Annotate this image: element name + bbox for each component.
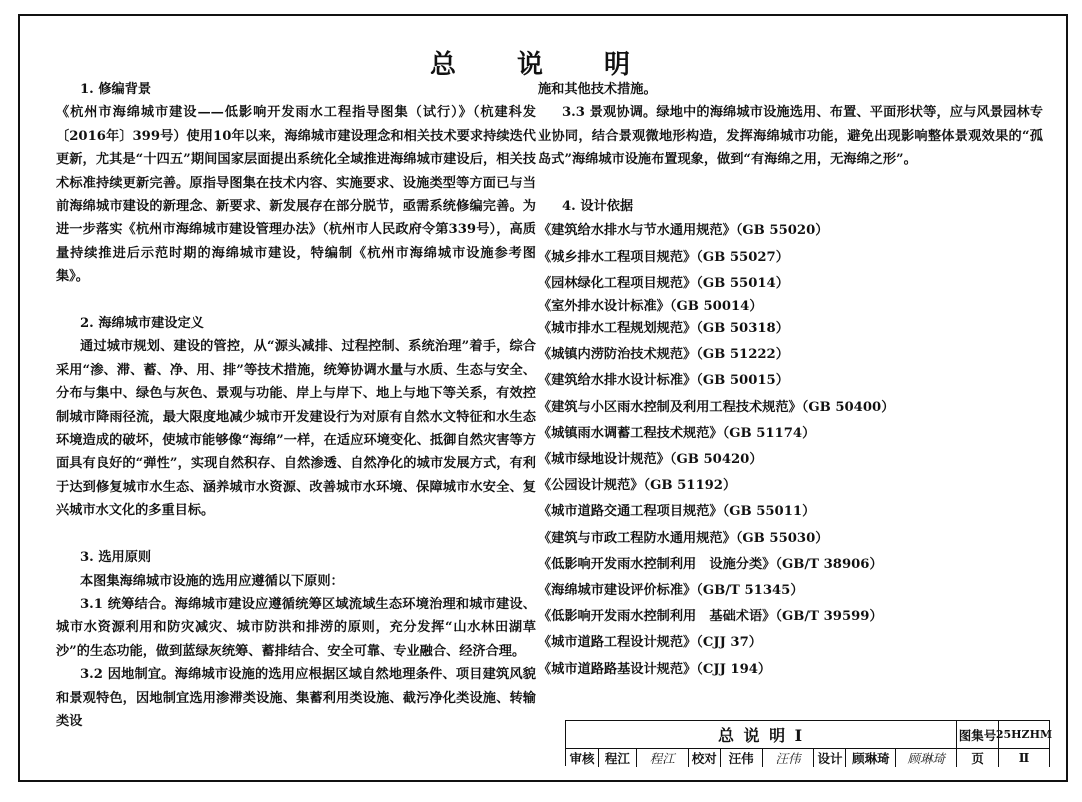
section-3-intro: 本图集海绵城市设施的选用应遵循以下原则： <box>80 573 344 589</box>
check-signature: 汪伟 <box>763 748 815 767</box>
standard-item: 《城市排水工程规划规范》（GB 50318） <box>538 321 789 337</box>
section-3-3-text: 3.3 景观协调。绿地中的海绵城市设施选用、布置、平面形状等，应与风景园林专业协同，结合景观微地形构造，发挥海绵城市功能，避免出现影响整体景观效果的“孤岛式”海绵城市设施布置现象，做到“有海绵之用，无海绵之形”。 <box>538 105 1043 168</box>
section-1-heading: 1. 修编背景 <box>80 82 152 97</box>
atlas-label: 图集号 <box>957 721 999 748</box>
standard-item: 《低影响开发雨水控制利用 基础术语》（GB/T 39599） <box>538 609 883 625</box>
page-label: 页 <box>957 748 999 767</box>
design-name: 顾琳琦 <box>846 748 896 767</box>
design-signature: 顾琳琦 <box>896 748 957 767</box>
left-column <box>56 78 536 733</box>
standard-item: 《城市道路路基设计规范》（CJJ 194） <box>538 661 772 677</box>
check-label: 校对 <box>689 748 721 767</box>
standard-item: 《低影响开发雨水控制利用 设施分类》（GB/T 38906） <box>538 556 883 572</box>
standard-item: 《城乡排水工程项目规范》（GB 55027） <box>538 249 789 265</box>
review-name: 程江 <box>599 748 637 767</box>
section-4-heading: 4. 设计依据 <box>562 199 634 215</box>
review-signature: 程江 <box>637 748 689 767</box>
standard-item: 《海绵城市建设评价标准》（GB/T 51345） <box>538 583 804 599</box>
standard-item: 《建筑与小区雨水控制及利用工程技术规范》（GB 50400） <box>538 399 895 415</box>
standard-item: 《城市道路交通工程项目规范》（GB 55011） <box>538 504 816 520</box>
page-value: Ⅱ <box>999 748 1050 767</box>
standard-item: 《城市绿地设计规范》（GB 50420） <box>538 452 763 468</box>
review-label: 审核 <box>566 748 599 767</box>
section-2-heading: 2. 海绵城市建设定义 <box>80 316 204 332</box>
section-1-text: 《杭州市海绵城市建设——低影响开发雨水工程指导图集（试行）》（杭建科发〔2016年〕399号）使用10年以来，海绵城市建设理念和相关技术要求持续迭代更新，尤其是“十四五”期间国家层面提出系统化全域推进海绵城市建设后，相关技术标准持续更新完善。原指导图集在技术内容、实施要求、设施类型等方面已与当前海绵城市建设的新理念、新要求、新发展存在部分脱节，亟需系统修编完善。为进一步落实《杭州市海绵城市建设管理办法》（杭州市人民政府令第339号），高质量持续推进后示范时期的海绵城市建设，特编制《杭州市海绵城市设施参考图集》。 <box>56 105 536 285</box>
standard-item: 《建筑与市政工程防水通用规范》（GB 55030） <box>538 530 829 546</box>
drawing-title: 总 说 明 Ⅰ <box>566 721 957 748</box>
check-name: 汪伟 <box>721 748 763 767</box>
title-block <box>565 720 1053 766</box>
standard-item: 《建筑给水排水与节水通用规范》（GB 55020） <box>538 223 829 239</box>
section-3-heading: 3. 选用原则 <box>80 550 152 566</box>
atlas-value: 25HZHM <box>999 721 1050 748</box>
standard-item: 《城市道路工程设计规范》（CJJ 37） <box>538 635 762 651</box>
standard-item: 《城镇雨水调蓄工程技术规范》（GB 51174） <box>538 425 816 441</box>
standard-item: 《室外排水设计标准》（GB 50014） <box>538 299 763 315</box>
page-title: 总 说 明 <box>429 50 657 80</box>
design-label: 设计 <box>814 748 846 767</box>
standards-list <box>538 218 1043 682</box>
section-2-text: 通过城市规划、建设的管控，从“源头减排、过程控制、系统治理”着手，综合采用“渗、滞、蓄、净、用、排”等技术措施，统筹协调水量与水质、生态与安全、分布与集中、绿色与灰色、景观与功能、岸上与岸下、地上与地下等关系，有效控制城市降雨径流，最大限度地减少城市开发建设行为对原有自然水文特征和水生态环境造成的破坏，使城市能够像“海绵”一样，在适应环境变化、抵御自然灾害等方面具有良好的“弹性”，实现自然积存、自然渗透、自然净化的城市发展方式，有利于达到修复城市水生态、涵养城市水资源、改善城市水环境、保障城市水安全、复兴城市水文化的多重目标。 <box>56 339 536 519</box>
section-3-2-continued: 施和其他技术措施。 <box>538 82 657 97</box>
standard-item: 《园林绿化工程项目规范》（GB 55014） <box>538 275 789 291</box>
right-column <box>538 78 1043 683</box>
section-3-2-text: 3.2 因地制宜。海绵城市设施的选用应根据区域自然地理条件、项目建筑风貌和景观特色，因地制宜选用渗滞类设施、集蓄利用类设施、截污净化类设施、转输类设 <box>56 667 536 729</box>
standard-item: 《城镇内涝防治技术规范》（GB 51222） <box>538 347 789 363</box>
standard-item: 《公园设计规范》（GB 51192） <box>538 478 737 494</box>
section-3-1-text: 3.1 统筹结合。海绵城市建设应遵循统筹区域流域生态环境治理和城市建设、城市水资源利用和防灾减灾、城市防洪和排涝的原则，充分发挥“山水林田湖草沙”的生态功能，做到蓝绿灰统筹、蓄排结合、安全可靠、专业融合、经济合理。 <box>56 596 536 659</box>
standard-item: 《建筑给水排水设计标准》（GB 50015） <box>538 373 789 389</box>
